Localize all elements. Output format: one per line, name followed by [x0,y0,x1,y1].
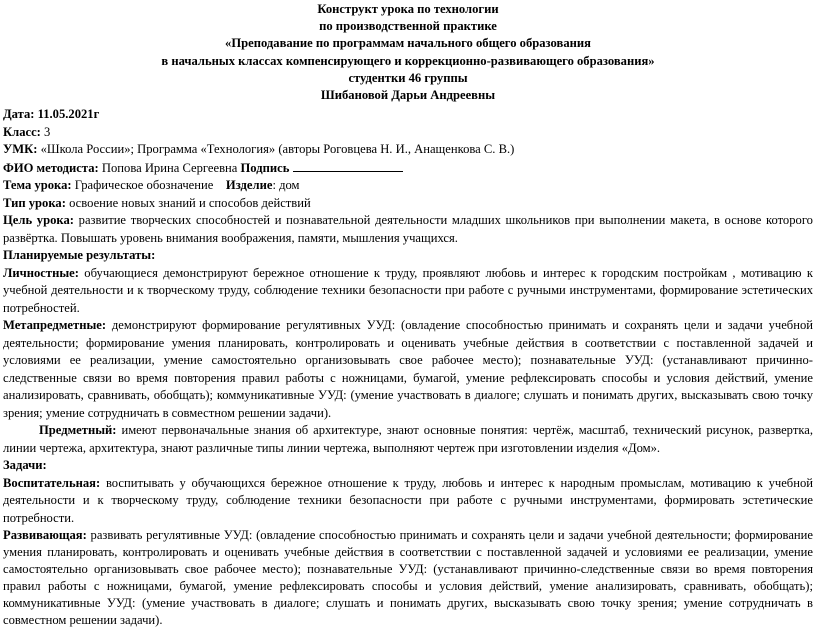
umk-label: УМК: [3,142,38,157]
header-student-name: Шибановой Дарьи Андреевны [320,88,496,103]
date-label: Дата: [3,107,35,122]
developing-task-label: Развивающая: [3,528,87,543]
header-title: Конструкт урока по технологии [317,2,499,16]
lesson-type-label: Тип урока: [3,195,66,210]
header-program: «Преподавание по программам начального общего образования [225,36,591,51]
signature-line [293,159,403,172]
educational-task-label: Воспитательная: [3,475,101,490]
goal-paragraph [3,212,813,247]
methodist-label: ФИО методиста: [3,160,99,175]
header-program-cont: в начальных классах компенсирующего и коррекционно-развивающего образования» [161,53,655,68]
meta-results-text: демонстрируют формирование регулятивных УУД: (овладение способностью принимать и сохранять цели и задачи учебной деятельности; формирование умения планировать, контролировать и оценивать учебные действия в соответствии с поставленной задачей и условиями ее реализации, умение самостоятельно организовывать свое рабочее место); познавательные УУД: (устанавливают причинно-следственные связи во время повторения правил работы с ножницами, бумагой, умение рефлексировать способы и условия действий, умение анализировать, сравнивать, обобщать); коммуникативные УУД: (умение участвовать в диалоге; слушать и понимать других, высказывать свою точку зрения; умение сотрудничать в совместном решении задачи). [3,318,813,420]
subject-results-label: Предметный: [39,423,117,438]
header-subtitle: по производственной практике [319,19,497,34]
educational-task-paragraph [3,475,813,528]
product-value: : дом [272,178,300,193]
document-body [3,106,813,628]
personal-results-paragraph [3,265,813,318]
subject-results-text: имеют первоначальные знания об архитектуре, знают основные понятия: чертёж, масштаб, технический рисунок, развертка, линии чертежа, архитектура, знают различные типы линии чертежа, выполняют чертеж при изготовлении изделия «Дом». [3,423,813,455]
signature-label: Подпись [240,160,290,175]
tasks-title: Задачи: [3,458,47,473]
date-value: 11.05.2021г [37,107,100,122]
methodist-line [3,159,813,178]
header-group: студентки 46 группы [348,70,468,85]
educational-task-text: воспитывать у обучающихся бережное отношение к труду, любовь и интерес к народным промыслам, мотивацию к учебной деятельности и к творческому труду, соблюдение техники безопасности при работе с ручными инструментами, формировать эстетические потребности. [3,475,813,525]
personal-results-label: Личностные: [3,265,79,280]
lesson-type-line [3,195,813,213]
methodist-value: Попова Ирина Сергеевна [101,160,238,175]
developing-task-paragraph [3,527,813,628]
goal-label: Цель урока: [3,213,74,228]
planned-results-title: Планируемые результаты: [3,248,156,263]
meta-results-label: Метапредметные: [3,318,107,333]
meta-results-paragraph [3,317,813,422]
topic-value: Графическое обозначение [74,178,214,193]
lesson-type-value: освоение новых знаний и способов действий [69,195,311,210]
class-line [3,124,813,142]
personal-results-text: обучающиеся демонстрируют бережное отношение к труду, проявляют любовь и интерес к городским постройкам , мотивацию к учебной деятельности и к творческому труду, соблюдение техники безопасности при работе с ручными инструментами, формирование эстетических потребностей. [3,265,813,315]
product-label: Изделие [225,178,273,193]
umk-value: «Школа России»; Программа «Технология» (авторы Роговцева Н. И., Анащенкова С. В.) [40,142,515,157]
subject-results-paragraph [3,422,813,457]
topic-label: Тема урока: [3,178,72,193]
goal-text: развитие творческих способностей и познавательной деятельности младших школьников при выполнении макета, в основе которого развёртка. Повышать уровень внимания воображения, памяти, мышления учащихся. [3,213,813,245]
date-line [3,106,813,124]
topic-line [3,177,813,195]
class-label: Класс: [3,124,41,139]
document-header [3,0,813,104]
class-value: 3 [44,124,51,139]
developing-task-text: развивать регулятивные УУД: (овладение способностью принимать и сохранять цели и задачи учебной деятельности; формирование умения планировать, контролировать и оценивать учебные действия в соответствии с поставленной задачей и условиями ее реализации, умение самостоятельно организовывать свое рабочее место); познавательные УУД: (устанавливают причинно-следственные связи во время повторения правил работы с ножницами, бумагой, умение рефлексировать способы и условия действий, умение анализировать, сравнивать, обобщать); коммуникативные УУД: (умение участвовать в диалоге; слушать и понимать других, высказывать свою точку зрения; умение сотрудничать в совместном решении задачи). [3,528,813,627]
umk-line [3,141,813,159]
